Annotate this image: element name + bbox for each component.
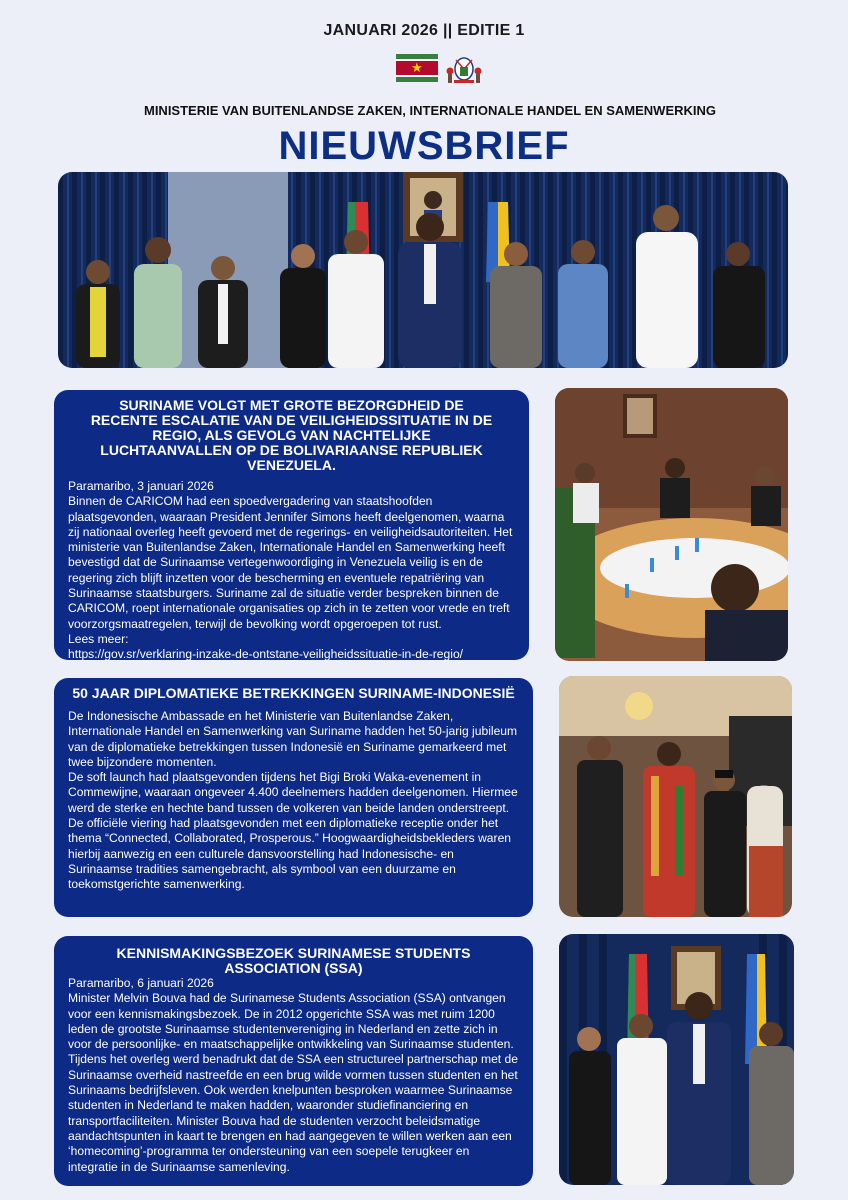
article-title: SURINAME VOLGT MET GROTE BEZORGDHEID DE RECENTE ESCALATIE VAN DE VEILIGHEIDSSITUATIE IN DE REGIO, ALS GEVOLG VAN NACHTELIJKE LUCHTAANVALLEN OP DE BOLIVARIAANSE REPUBLIEK VENEZUELA. (90, 397, 493, 473)
article-dateline: Paramaribo, 6 januari 2026 (68, 976, 214, 990)
article-body: Minister Melvin Bouva had de Surinamese Students Association (SSA) ontvangen voor een kennismakingsbezoek. De in 2012 opgerichte SSA was met ruim 1200 leden de grootste Surinaamse studentenvereniging in Nederland en zette zich in voor de persoonlijke- en maatschappelijke ontwikkeling van Surinaamse studenten. Tijdens het overleg werd benadrukt dat de SSA een structureel partnerschap met de Surinaamse overheid nastreefde en een brug wilde vormen tussen studenten en het Surinaams bedrijfsleven. Ook werden knelpunten besproken waarmee Surinaamse studenten in Nederland te maken hadden, waaronder studiefinanciering en transportfaciliteiten. Minister Bouva had de studenten verzocht beleidsmatige aandachtspunten in kaart te brengen en had aangegeven te willen werken aan een ‘homecoming’-programma ter ondersteuning van een soepele terugkeer en integratie in de Surinaamse samenleving. (68, 991, 518, 1174)
edition-line: JANUARI 2026 || EDITIE 1 (323, 22, 525, 39)
ssa-visit-photo (559, 934, 794, 1185)
article-dateline: Paramaribo, 3 januari 2026 (68, 479, 214, 493)
article-ssa (54, 936, 533, 1186)
hero-group-photo (58, 172, 788, 368)
article-body: Binnen de CARICOM had een spoedvergadering van staatshoofden plaatsgevonden, waaraan President Jennifer Simons heeft deelgenomen, waarna zij nationaal overleg heeft gevoerd met de regerings- en veiligheidsautoriteiten. Het ministerie van Buitenlandse Zaken, Internationale Handel en Samenwerking heeft bevestigd dat de Surinaamse vertegenwoordiging in Venezuela veilig is en de regering zich blijft inzetten voor de bescherming en eventuele repatriëring van Surinaamse staatsburgers. Suriname zal de situatie verder bespreken binnen de CARICOM, roept internationale organisaties op zich in te zetten voor vrede en treft voorzorgsmaatregelen, terwijl de bevolking wordt opgeroepen tot rust. (68, 494, 513, 631)
article-body-paragraph-1: De Indonesische Ambassade en het Ministerie van Buitenlandse Zaken, Internationale Handel en Samenwerking van Suriname hadden het 50-jarig jubileum van de diplomatieke betrekkingen tussen Indonesië en Suriname gemarkeerd met twee bijzondere momenten. (68, 709, 518, 769)
ministry-name: MINISTERIE VAN BUITENLANDSE ZAKEN, INTERNATIONALE HANDEL EN SAMENWERKING (143, 103, 716, 118)
indonesia-reception-photo (559, 676, 792, 917)
article-body-paragraph-2: De soft launch had plaatsgevonden tijdens het Bigi Broki Waka-evenement in Commewijne, waaraan ongeveer 4.400 deelnemers hadden deelgenomen. Hiermee werd de sterke en hechte band tussen de volkeren van beide landen onderstreept. De officiële viering had plaatsgevonden met een diplomatieke receptie onder het thema “Connected, Collaborated, Prosperous.” Hoogwaardigheidsbekleders waren hierbij aanwezig en een culturele dansvoorstelling had Indonesische- en Surinaamse tradities samengebracht, als symbool van een duurzame en toekomstgerichte samenwerking. (68, 770, 518, 892)
article-title: KENNISMAKINGSBEZOEK SURINAMESE STUDENTS ASSOCIATION (SSA) (116, 945, 471, 976)
read-more-label: Lees meer: (68, 631, 129, 646)
article-link[interactable]: https://gov.sr/verklaring-inzake-de-ontstane-veiligheidssituatie-in-de-regio/ (68, 647, 464, 662)
article-title: 50 JAAR DIPLOMATIEKE BETREKKINGEN SURINAME-INDONESIË (72, 685, 515, 701)
article-venezuela (54, 390, 529, 660)
suriname-flag-icon: ★ (396, 54, 438, 82)
header-emblems (396, 54, 482, 84)
article-indonesia (54, 678, 533, 917)
coat-of-arms-icon (446, 54, 482, 84)
caricom-meeting-photo (555, 388, 788, 661)
newsletter-title: NIEUWSBRIEF (278, 124, 570, 168)
